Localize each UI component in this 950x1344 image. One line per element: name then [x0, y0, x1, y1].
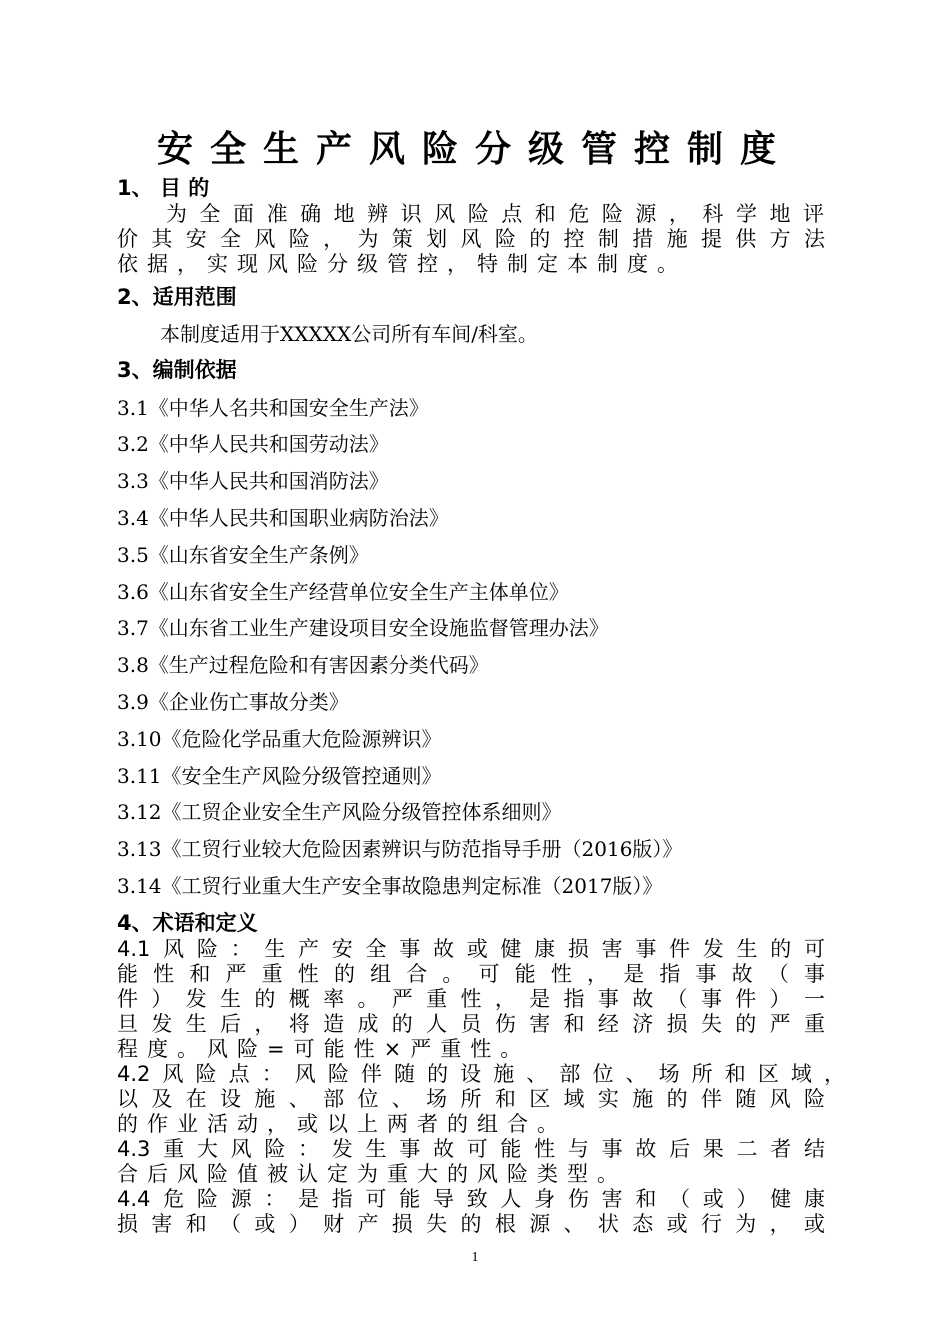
section-heading-scope: 2、适用范围 — [117, 285, 237, 309]
basis-item: 3.12《工贸企业安全生产风险分级管控体系细则》 — [117, 800, 562, 824]
section-heading-terms: 4、术语和定义 — [117, 911, 258, 935]
purpose-line-3: 依据，实现风险分级管控，特制定本制度。 — [117, 252, 687, 276]
terms-line: 合后风险值被认定为重大的风险类型。 — [117, 1162, 627, 1186]
terms-line: 4.1风险：生产安全事故或健康损害事件发生的可 — [117, 937, 825, 961]
basis-item: 3.8《生产过程危险和有害因素分类代码》 — [117, 653, 489, 677]
terms-line: 程度。风险=可能性×严重性。 — [117, 1037, 531, 1061]
basis-item: 3.1《中华人名共和国安全生产法》 — [117, 396, 429, 420]
terms-line: 的作业活动，或以上两者的组合。 — [117, 1112, 567, 1136]
terms-line: 件）发生的概率。严重性，是指事故（事件）一 — [117, 987, 825, 1011]
purpose-line-2: 价其安全风险，为策划风险的控制措施提供方法 — [117, 227, 825, 251]
basis-item: 3.5《山东省安全生产条例》 — [117, 543, 369, 567]
terms-line: 损害和（或）财产损失的根源、状态或行为，或 — [117, 1212, 825, 1236]
basis-item: 3.4《中华人民共和国职业病防治法》 — [117, 506, 449, 530]
scope-text: 本制度适用于XXXXX公司所有车间/科室。 — [160, 322, 538, 346]
page-number: 1 — [471, 1250, 479, 1265]
basis-item: 3.9《企业伤亡事故分类》 — [117, 690, 349, 714]
terms-line: 4.2风险点：风险伴随的设施、部位、场所和区域， — [117, 1062, 845, 1086]
basis-item: 3.2《中华人民共和国劳动法》 — [117, 432, 389, 456]
basis-item: 3.14《工贸行业重大生产安全事故隐患判定标准（2017版）》 — [117, 874, 663, 898]
basis-item: 3.11《安全生产风险分级管控通则》 — [117, 764, 442, 788]
basis-item: 3.3《中华人民共和国消防法》 — [117, 469, 389, 493]
terms-line: 旦发生后，将造成的人员伤害和经济损失的严重 — [117, 1012, 825, 1036]
terms-line: 4.4危险源：是指可能导致人身伤害和（或）健康 — [117, 1187, 825, 1211]
basis-item: 3.6《山东省安全生产经营单位安全生产主体单位》 — [117, 580, 569, 604]
section-heading-basis: 3、编制依据 — [117, 358, 237, 382]
terms-line: 以及在设施、部位、场所和区域实施的伴随风险 — [117, 1087, 825, 1111]
purpose-line-1: 为全面准确地辨识风险点和危险源，科学地评 — [166, 202, 824, 226]
document-title: 安全生产风险分级管控制度 — [156, 129, 793, 170]
basis-item: 3.13《工贸行业较大危险因素辨识与防范指导手册（2016版）》 — [117, 837, 683, 861]
section-heading-purpose: 1、 目 的 — [117, 176, 210, 200]
basis-item: 3.10《危险化学品重大危险源辨识》 — [117, 727, 442, 751]
terms-line: 能性和严重性的组合。可能性，是指事故（事 — [117, 962, 825, 986]
terms-line: 4.3重大风险：发生事故可能性与事故后果二者结 — [117, 1137, 825, 1161]
basis-item: 3.7《山东省工业生产建设项目安全设施监督管理办法》 — [117, 616, 609, 640]
